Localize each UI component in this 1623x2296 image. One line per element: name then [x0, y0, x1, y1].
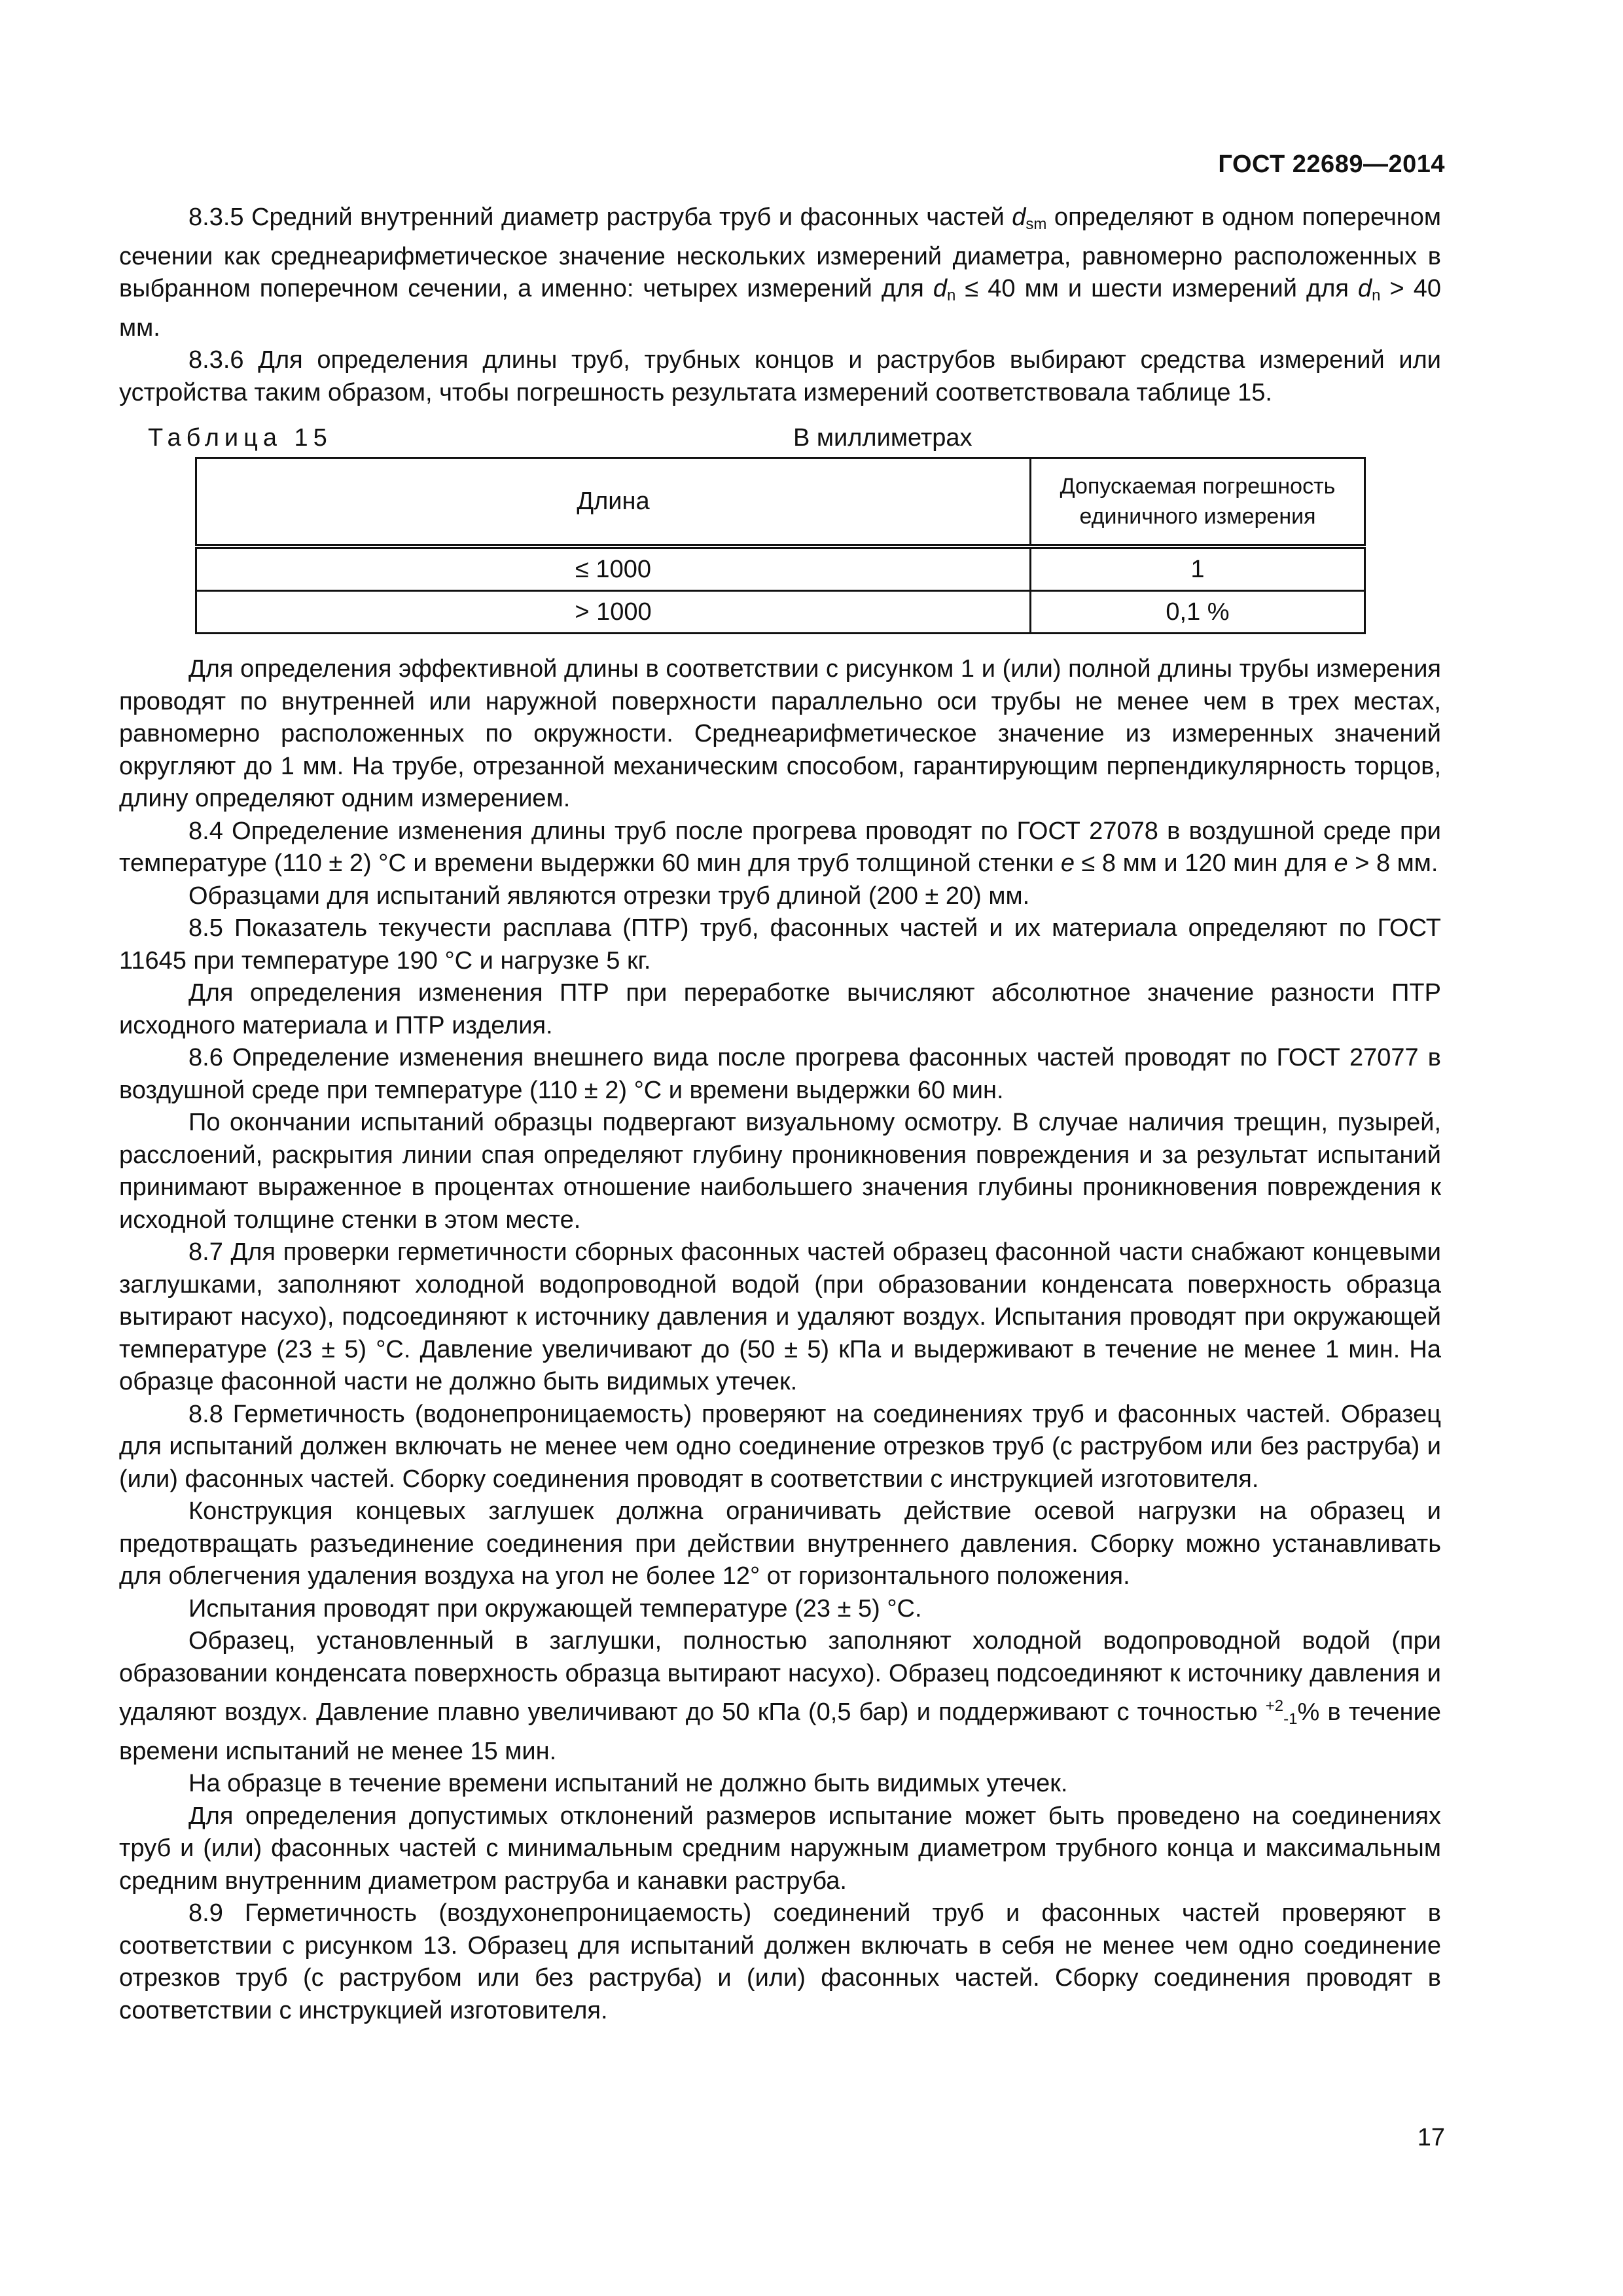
table-row [196, 591, 1365, 634]
intro-text-block [119, 202, 1441, 409]
paragraph: Для определения эффективной длины в соответствии с рисунком 1 и (или) полной длины трубы измерения проводят по внутренней или наружной поверхности параллельно оси трубы не менее чем в трех местах, равномерно расположенных по окружности. Среднеарифметическое значение из измеренных значений округляют до 1 мм. На трубе, отрезанной механическим способом, гарантирующим перпендикулярность торцов, длину определяют одним измерением. [119, 655, 1441, 812]
header-tolerance: Допускаемая погрешность единичного измерения [1031, 458, 1365, 547]
paragraph: Образцами для испытаний являются отрезки труб длиной (200 ± 20) мм. [188, 882, 1030, 910]
table-cell: ≤ 1000 [196, 547, 1031, 591]
standard-header: ГОСТ 22689—2014 [1218, 151, 1445, 178]
paragraph-8-5: 8.5 Показатель текучести расплава (ПТР) труб, фасонных частей и их материала определяют по ГОСТ 11645 при температуре 190 °С и нагрузке 5 кг. [119, 914, 1441, 975]
paragraph: Конструкция концевых заглушек должна ограничивать действие осевой нагрузки на образец и предотвращать разъединение соединения при действии внутреннего давления. Сборку можно устанавливать для облегчения удаления воздуха на угол не более 12° от горизонтального положения. [119, 1498, 1441, 1590]
main-text-block [119, 653, 1441, 2027]
paragraph-8-7: 8.7 Для проверки герметичности сборных фасонных частей образец фасонной части снабжают концевыми заглушками, заполняют холодной водопроводной водой (при образовании конденсата поверхность образца вытирают насухо), подсоединяют к источнику давления и удаляют воздух. Испытания проводят при окружающей температуре (23 ± 5) °С. Давление увеличивают до (50 ± 5) кПа и выдерживают в течение не менее 1 мин. На образце фасонной части не должно быть видимых утечек. [119, 1238, 1441, 1395]
paragraph-8-4: 8.4 Определение изменения длины труб после прогрева проводят по ГОСТ 27078 в воздушной среде при температуре (110 ± 2) °С и времени выдержки 60 мин для труб толщиной стенки e ≤ 8 мм и 120 мин для e > 8 мм. [119, 817, 1441, 877]
paragraph: По окончании испытаний образцы подвергают визуальному осмотру. В случае наличия трещин, пузырей, расслоений, раскрытия линии спая определяют глубину проникновения повреждения и за результат испытаний принимают выраженное в процентах отношение наибольшего значения глубины проникновения повреждения к исходной толщине стенки в этом месте. [119, 1109, 1441, 1234]
table-cell: 1 [1031, 547, 1365, 591]
table-unit: В миллиметрах [793, 424, 972, 452]
paragraph-8-8: 8.8 Герметичность (водонепроницаемость) проверяют на соединениях труб и фасонных частей. Образец для испытаний должен включать не менее чем одно соединение отрезков труб (с раструбом или без раструба) и (или) фасонных частей. Сборку соединения проводят в соответствии с инструкцией изготовителя. [119, 1400, 1441, 1493]
table-header-row [196, 458, 1365, 547]
page-number: 17 [1417, 2124, 1445, 2151]
paragraph-8-3-5: 8.3.5 Средний внутренний диаметр раструба труб и фасонных частей $d_{sm}$ определяют в одном поперечном сечении как среднеарифметическое значение нескольких измерений диаметра, равномерно расположенных в выбранном поперечном сечении, а именно: четырех измерений для $d_n \le 40$ мм и шести измерений для $d_n > 40$ мм. [119, 204, 1441, 342]
paragraph: Испытания проводят при окружающей температуре (23 ± 5) °С. [188, 1594, 922, 1623]
table-caption: Таблица 15 [148, 424, 332, 452]
paragraph: Образец, установленный в заглушки, полностью заполняют холодной водопроводной водой (при образовании конденсата поверхность образца вытирают насухо). Образец подсоединяют к источнику давления и удаляют воздух. Давление плавно увеличивают до 50 кПа (0,5 бар) и поддерживают с точностью $^{+2}_{-1}$% в течение времени испытаний не менее 15 мин. [119, 1627, 1442, 1765]
table-cell: 0,1 % [1031, 591, 1365, 634]
paragraph: На образце в течение времени испытаний не должно быть видимых утечек. [188, 1770, 1068, 1797]
paragraph-8-3-6: 8.3.6 Для определения длины труб, трубных концов и раструбов выбирают средства измерений или устройства таким образом, чтобы погрешность результата измерений соответствовала таблице 15. [119, 346, 1441, 406]
table-cell: > 1000 [196, 591, 1031, 634]
paragraph: Для определения изменения ПТР при переработке вычисляют абсолютное значение разности ПТР исходного материала и ПТР изделия. [119, 979, 1441, 1039]
header-length: Длина [196, 458, 1031, 547]
tolerance-table [195, 457, 1366, 634]
paragraph-8-9: 8.9 Герметичность (воздухонепроницаемость) соединений труб и фасонных частей проверяют в соответствии с рисунком 13. Образец для испытаний должен включать в себя не менее чем одно соединение отрезков труб (с раструбом или без раструба) и (или) фасонных частей. Сборку соединения проводят в соответствии с инструкцией изготовителя. [119, 1899, 1441, 2024]
table-row [196, 547, 1365, 591]
paragraph-8-6: 8.6 Определение изменения внешнего вида после прогрева фасонных частей проводят по ГОСТ 27077 в воздушной среде при температуре (110 ± 2) °С и времени выдержки 60 мин. [119, 1044, 1441, 1104]
paragraph: Для определения допустимых отклонений размеров испытание может быть проведено на соединениях труб и (или) фасонных частей с минимальным средним наружным диаметром трубного конца и максимальным средним внутренним диаметром раструба и канавки раструба. [119, 1802, 1441, 1895]
